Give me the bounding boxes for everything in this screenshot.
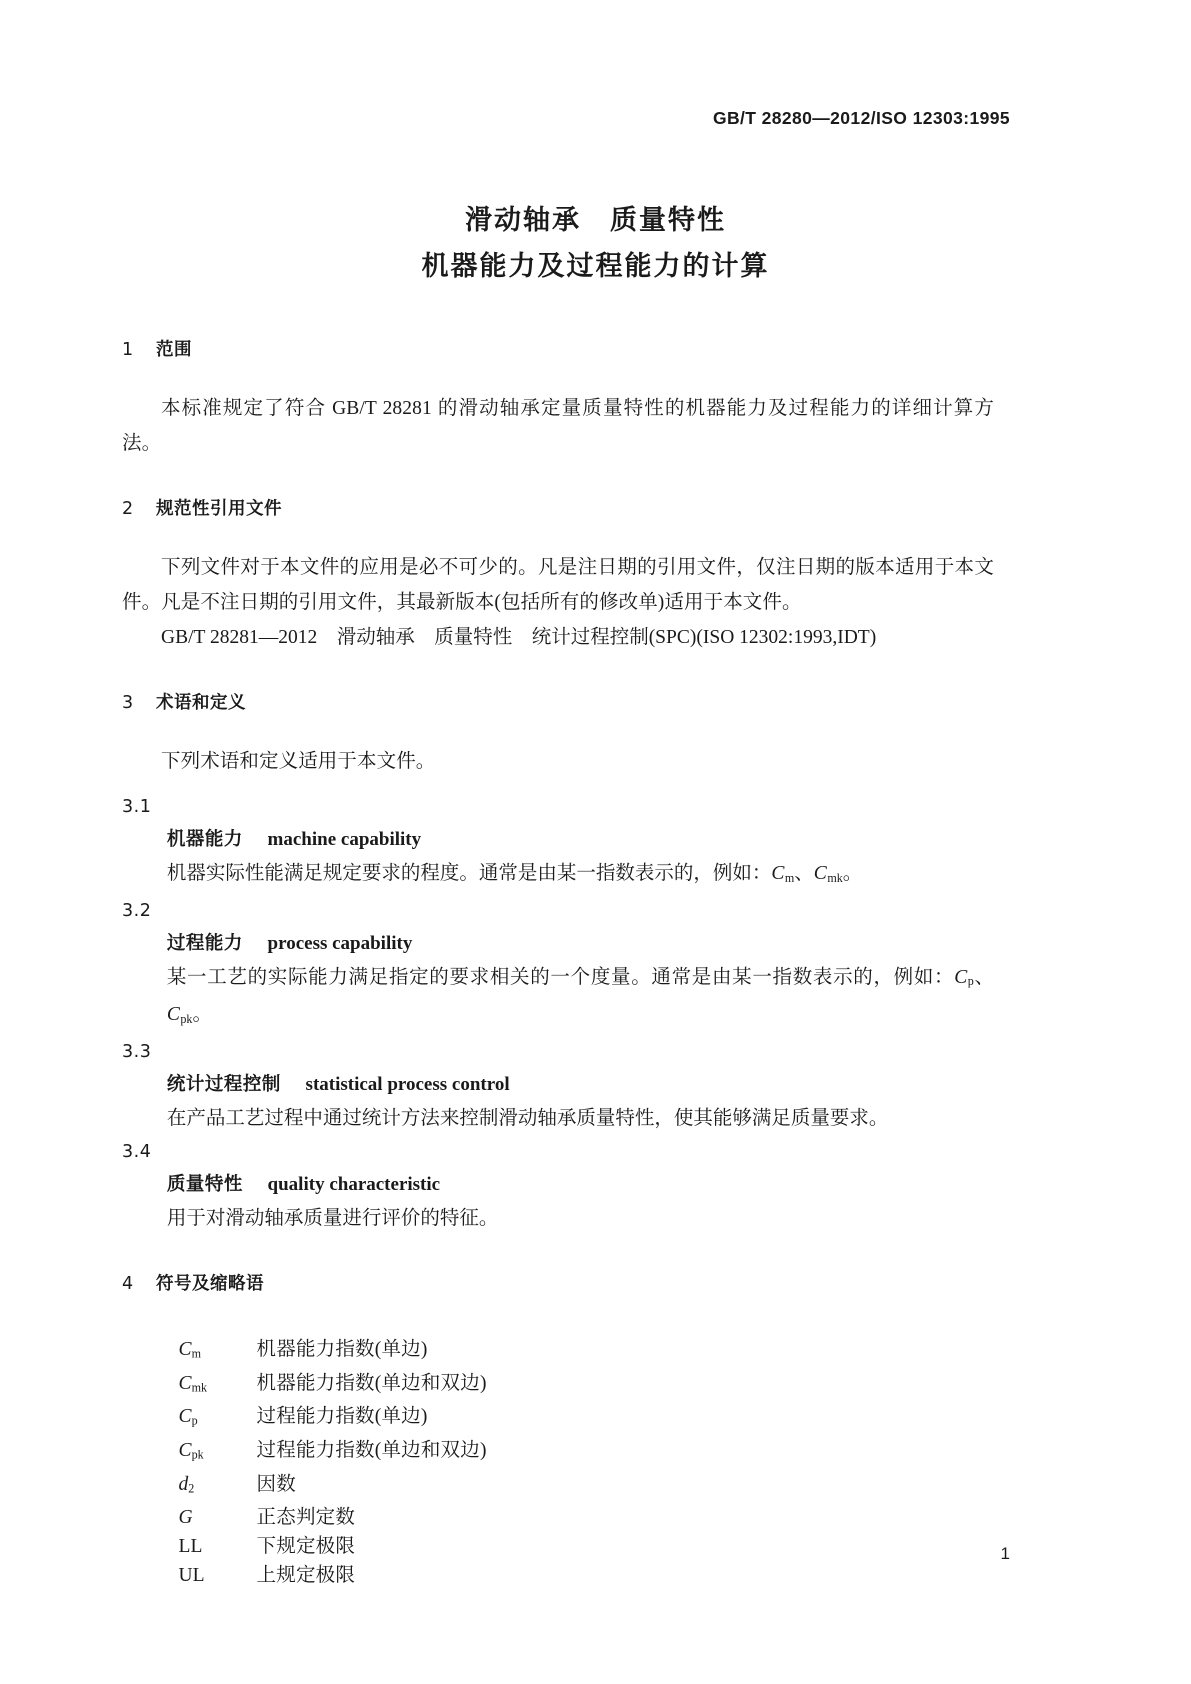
symbol-cmk: $C_{mk}$ (813, 863, 843, 885)
document-body (122, 336, 994, 1590)
symbol-row (122, 1470, 994, 1504)
clause-2-paragraph: 下列文件对于本文件的应用是必不可少的。凡是注日期的引用文件，仅注日期的版本适用于本文件。凡是不注日期的引用文件，其最新版本(包括所有的修改单)适用于本文件。 (122, 557, 994, 613)
term-definition-3-4: 用于对滑动轴承质量进行评价的特征。 (166, 1207, 499, 1229)
symbol-description: 过程能力指数(单边) (256, 1406, 428, 1428)
term-title-3-4 (122, 1168, 994, 1202)
symbol-cm: $C_m$ (771, 863, 795, 885)
clause-number-1: 1 (122, 340, 134, 360)
clause-title-3: 术语和定义 (156, 693, 246, 713)
term-title-3-1 (122, 823, 994, 857)
subclause-number-3-4: 3.4 (122, 1141, 152, 1162)
symbol-row (122, 1402, 994, 1436)
symbol-description: 下规定极限 (256, 1536, 356, 1558)
symbol-row (122, 1436, 994, 1470)
subclause-number-3-3: 3.3 (122, 1041, 152, 1062)
symbol-cp: $C_p$ (954, 966, 974, 989)
term-title-3-3 (122, 1068, 994, 1102)
term-en-3-2: process capability (267, 932, 413, 954)
symbol-row (122, 1561, 994, 1590)
symbol-description: 上规定极限 (256, 1565, 356, 1587)
clause-3-paragraph: 下列术语和定义适用于本文件。 (161, 751, 436, 772)
page-number: 1 (1000, 1544, 1010, 1563)
symbol-cpk: $C_{pk}$ (166, 1004, 193, 1026)
term-cn-3-2: 过程能力 (166, 932, 243, 954)
page-title-line-2: 机器能力及过程能力的计算 (421, 251, 770, 282)
clause-1-paragraph: 本标准规定了符合 GB/T 28281 的滑动轴承定量质量特性的机器能力及过程能力的详细计算方法。 (122, 398, 994, 454)
symbol-glyph: LL (178, 1536, 203, 1558)
symbol-row (122, 1532, 994, 1561)
symbol-glyph: $C_{pk}$ (178, 1439, 204, 1462)
symbol-row (122, 1335, 994, 1369)
symbol-description: 正态判定数 (256, 1507, 356, 1529)
term-definition-3-1: 机器实际性能满足规定要求的程度。通常是由某一指数表示的，例如：$C_m$、$C_{mk}$。 (166, 863, 863, 885)
symbol-glyph: $C_m$ (178, 1338, 201, 1361)
term-cn-3-4: 质量特性 (166, 1173, 243, 1195)
clause-title-4: 符号及缩略语 (156, 1273, 264, 1294)
clause-heading-4 (122, 1270, 994, 1295)
page-title (0, 198, 1191, 290)
symbol-description: 机器能力指数(单边和双边) (256, 1372, 487, 1394)
normative-reference-item: GB/T 28281—2012 滑动轴承 质量特性 统计过程控制(SPC)(ISO 12302:1993,IDT) (161, 627, 877, 648)
term-en-3-1: machine capability (267, 829, 422, 850)
term-definition-tail-3-2: 。 (192, 1004, 212, 1026)
term-definition-text-3-1: 机器实际性能满足规定要求的程度。通常是由某一指数表示的，例如： (166, 863, 772, 884)
clause-number-3: 3 (122, 693, 134, 713)
symbol-glyph: $d_2$ (178, 1473, 195, 1496)
symbol-description: 因数 (256, 1473, 296, 1495)
term-title-3-2 (122, 927, 994, 961)
clause-number-4: 4 (122, 1273, 134, 1294)
clause-number-2: 2 (122, 499, 134, 519)
term-cn-3-3: 统计过程控制 (166, 1073, 281, 1095)
term-definition-3-2: 某一工艺的实际能力满足指定的要求相关的一个度量。通常是由某一指数表示的，例如：$C_p$、$C_{pk}$。 (166, 966, 994, 1026)
clause-heading-3 (122, 689, 994, 714)
clause-title-2: 规范性引用文件 (156, 499, 282, 519)
symbol-row (122, 1369, 994, 1403)
term-definition-3-3: 在产品工艺过程中通过统计方法来控制滑动轴承质量特性，使其能够满足质量要求。 (166, 1107, 889, 1129)
clause-heading-1 (122, 336, 994, 361)
running-header-standard-code: GB/T 28280—2012/ISO 12303:1995 (712, 108, 1010, 128)
symbol-description: 机器能力指数(单边) (256, 1338, 428, 1360)
symbol-glyph: $C_p$ (178, 1406, 198, 1428)
term-cn-3-1: 机器能力 (166, 829, 243, 850)
term-definition-tail-3-1: 。 (842, 863, 863, 884)
clause-heading-2 (122, 495, 994, 520)
subclause-number-3-1: 3.1 (122, 797, 152, 817)
page-title-line-1: 滑动轴承 质量特性 (465, 205, 726, 236)
subclause-number-3-2: 3.2 (122, 900, 152, 921)
symbol-list (122, 1335, 994, 1590)
term-en-3-4: quality characteristic (267, 1173, 441, 1195)
symbol-glyph: G (178, 1507, 193, 1529)
clause-title-1: 范围 (156, 340, 192, 360)
term-definition-text-3-2: 某一工艺的实际能力满足指定的要求相关的一个度量。通常是由某一指数表示的，例如： (166, 966, 955, 988)
symbol-row (122, 1503, 994, 1532)
symbol-glyph: UL (178, 1565, 205, 1587)
symbol-glyph: $C_{mk}$ (178, 1372, 207, 1395)
symbol-description: 过程能力指数(单边和双边) (256, 1439, 487, 1461)
term-en-3-3: statistical process control (305, 1073, 510, 1095)
